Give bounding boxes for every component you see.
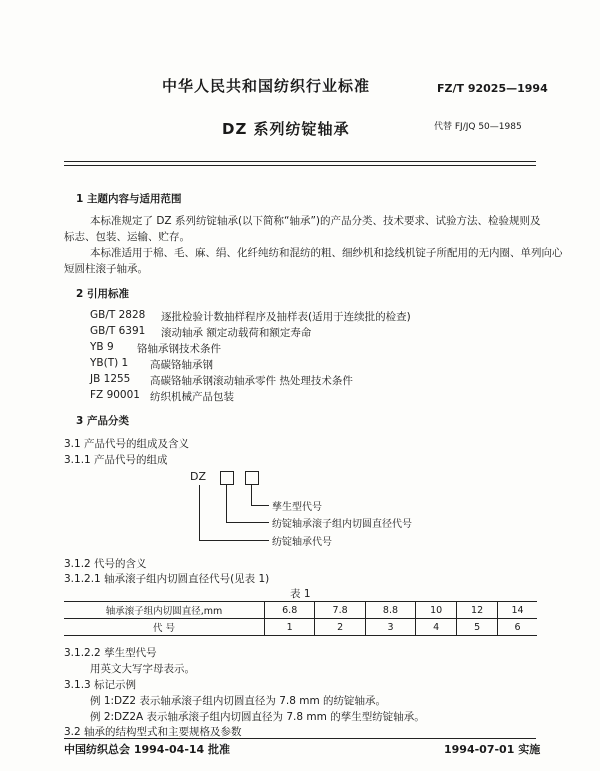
document-title: DZ 系列纺锭轴承 bbox=[222, 120, 350, 138]
ref-code: YB(T) 1 bbox=[90, 357, 129, 369]
diagram-box-diameter bbox=[220, 471, 234, 485]
section-1-para-2-line-2: 短圆柱滚子轴承。 bbox=[64, 263, 148, 275]
leader-line-b-vertical bbox=[226, 485, 227, 523]
ref-code: JB 1255 bbox=[90, 373, 131, 385]
ref-title: 铬轴承钢技术条件 bbox=[137, 343, 221, 355]
table-cell: 6.8 bbox=[265, 602, 315, 619]
table-cell: 5 bbox=[457, 619, 498, 636]
subsection-3-1-2-2: 3.1.2.2 孳生型代号 bbox=[64, 647, 157, 659]
leader-line-a-vertical bbox=[251, 485, 252, 506]
table-row bbox=[64, 619, 537, 636]
diagram-prefix: DZ bbox=[190, 470, 207, 483]
subsection-3-1-2: 3.1.2 代号的含义 bbox=[64, 558, 147, 570]
ref-title: 逐批检验计数抽样程序及抽样表(适用于连续批的检查) bbox=[161, 311, 411, 323]
ref-title: 滚动轴承 额定动载荷和额定寿命 bbox=[161, 327, 312, 339]
leader-line-c-horizontal bbox=[199, 540, 269, 541]
header-rule-1 bbox=[64, 161, 536, 162]
ref-code: YB 9 bbox=[90, 341, 114, 353]
diagram-label-derivative: 孳生型代号 bbox=[272, 502, 322, 513]
table-cell: 1 bbox=[265, 619, 315, 636]
section-1-heading: 1 主题内容与适用范围 bbox=[76, 193, 182, 205]
subsection-3-1-2-2-text: 用英文大写字母表示。 bbox=[90, 663, 195, 675]
table-cell: 4 bbox=[416, 619, 457, 636]
section-3-heading: 3 产品分类 bbox=[76, 415, 129, 427]
table-cell: 3 bbox=[365, 619, 415, 636]
table-cell: 8.8 bbox=[365, 602, 415, 619]
approval-note: 中国纺织总会 1994-04-14 批准 bbox=[64, 743, 231, 756]
standard-code: FZ/T 92025—1994 bbox=[437, 82, 548, 95]
table-row bbox=[64, 602, 537, 619]
table-cell: 14 bbox=[498, 602, 537, 619]
table-cell: 7.8 bbox=[315, 602, 365, 619]
subsection-3-1-1: 3.1.1 产品代号的组成 bbox=[64, 454, 168, 466]
ref-code: FZ 90001 bbox=[90, 389, 140, 401]
diagram-box-derivative bbox=[245, 471, 259, 485]
table-caption: 表 1 bbox=[290, 588, 311, 600]
subsection-3-1-2-1: 3.1.2.1 轴承滚子组内切圆直径代号(见表 1) bbox=[64, 573, 270, 585]
subsection-3-1: 3.1 产品代号的组成及含义 bbox=[64, 438, 190, 450]
header-rule-2 bbox=[64, 165, 536, 166]
replaces-note: 代替 FJ/JQ 50—1985 bbox=[434, 122, 522, 132]
footer-rule bbox=[64, 738, 536, 739]
diagram-label-diameter: 纺锭轴承滚子组内切圆直径代号 bbox=[272, 519, 412, 530]
section-1-para-2-line-1: 本标准适用于棉、毛、麻、绢、化纤纯纺和混纺的粗、细纱机和捻线机锭子所配用的无内圈、单列向心 bbox=[90, 247, 563, 259]
subsection-3-1-3: 3.1.3 标记示例 bbox=[64, 679, 137, 691]
subsection-3-2: 3.2 轴承的结构型式和主要规格及参数 bbox=[64, 726, 242, 738]
ref-code: GB/T 2828 bbox=[90, 309, 146, 321]
diagram-label-bearing: 纺锭轴承代号 bbox=[272, 537, 332, 548]
section-1-para-1-line-2: 标志、包装、运输、贮存。 bbox=[64, 231, 190, 243]
example-1: 例 1:DZ2 表示轴承滚子组内切圆直径为 7.8 mm 的纺锭轴承。 bbox=[90, 695, 387, 707]
table-1 bbox=[64, 601, 537, 636]
table-row-head: 轴承滚子组内切圆直径,mm bbox=[64, 602, 265, 619]
ref-code: GB/T 6391 bbox=[90, 325, 146, 337]
table-cell: 12 bbox=[457, 602, 498, 619]
leader-line-c-vertical bbox=[199, 485, 200, 541]
example-2: 例 2:DZ2A 表示轴承滚子组内切圆直径为 7.8 mm 的孳生型纺锭轴承。 bbox=[90, 711, 425, 723]
organization-title: 中华人民共和国纺织行业标准 bbox=[162, 77, 371, 95]
section-2-heading: 2 引用标准 bbox=[76, 288, 129, 300]
section-1-para-1-line-1: 本标准规定了 DZ 系列纺锭轴承(以下简称“轴承”)的产品分类、技术要求、试验方法、检验规则及 bbox=[90, 215, 541, 227]
ref-title: 高碳铬轴承钢 bbox=[150, 359, 213, 371]
table-cell: 10 bbox=[416, 602, 457, 619]
effective-date: 1994-07-01 实施 bbox=[444, 743, 541, 756]
ref-title: 高碳铬轴承钢滚动轴承零件 热处理技术条件 bbox=[150, 375, 353, 387]
ref-title: 纺织机械产品包装 bbox=[150, 391, 234, 403]
leader-line-a-horizontal bbox=[251, 505, 269, 506]
table-cell: 2 bbox=[315, 619, 365, 636]
table-cell: 6 bbox=[498, 619, 537, 636]
leader-line-b-horizontal bbox=[226, 522, 269, 523]
table-row-head: 代 号 bbox=[64, 619, 265, 636]
